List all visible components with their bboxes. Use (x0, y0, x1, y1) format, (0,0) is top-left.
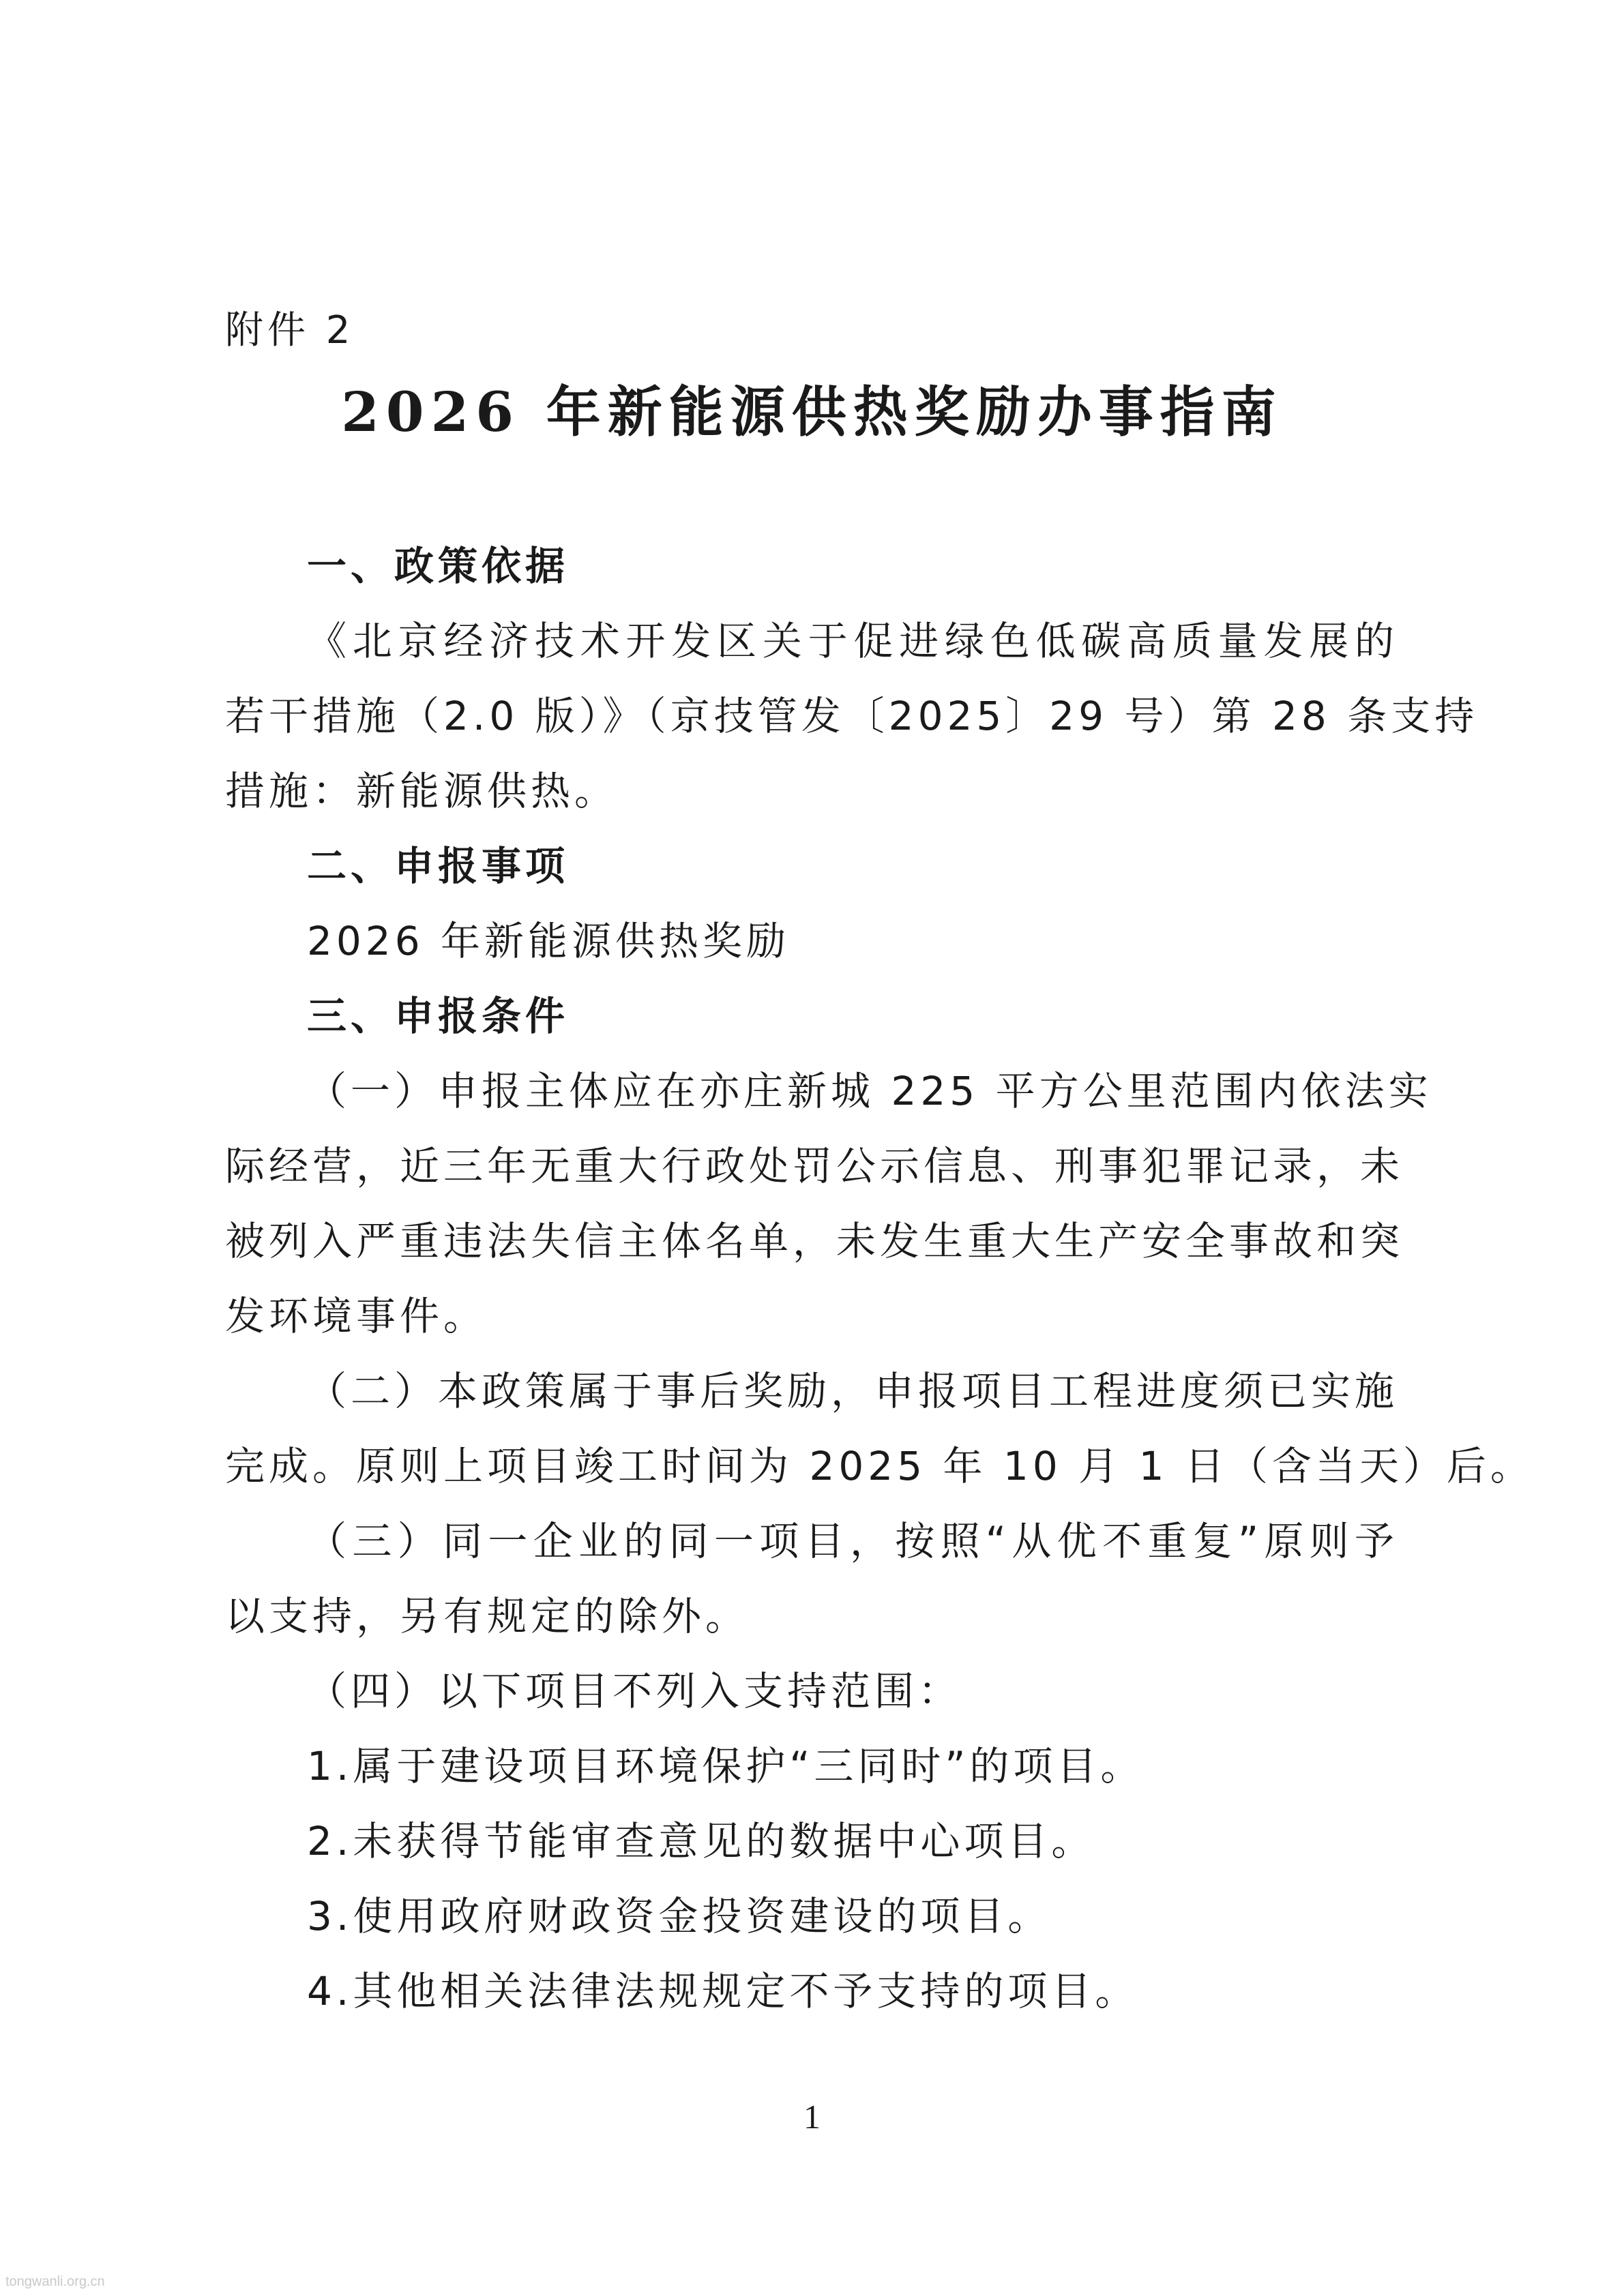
excluded-item: 3.使用政府财政资金投资建设的项目。 (307, 1893, 1052, 1939)
page-number: 1 (803, 2098, 821, 2136)
condition-1-line: 被列入严重违法失信主体名单，未发生重大生产安全事故和突 (225, 1218, 1404, 1264)
condition-2-line: （二）本政策属于事后奖励，申报项目工程进度须已实施 (307, 1368, 1399, 1414)
section-heading-application-conditions: 三、申报条件 (307, 993, 570, 1039)
application-item-text: 2026 年新能源供热奖励 (307, 918, 791, 964)
excluded-item: 2.未获得节能审查意见的数据中心项目。 (307, 1818, 1095, 1864)
condition-2-line: 完成。原则上项目竣工时间为 2025 年 10 月 1 日（含当天）后。 (225, 1443, 1534, 1489)
condition-1-line: 际经营，近三年无重大行政处罚公示信息、刑事犯罪记录，未 (225, 1143, 1404, 1189)
policy-basis-line: 若干措施（2.0 版）》（京技管发〔2025〕29 号）第 28 条支持 (225, 693, 1479, 739)
condition-3-line: 以支持，另有规定的除外。 (225, 1593, 750, 1639)
watermark: tongwanli.org.cn (5, 2274, 105, 2289)
attachment-label: 附件 2 (225, 308, 355, 353)
document-title: 2026 年新能源供热奖励办事指南 (341, 380, 1283, 444)
condition-4-intro: （四）以下项目不列入支持范围： (307, 1668, 962, 1714)
policy-basis-line: 措施：新能源供热。 (225, 768, 619, 814)
excluded-item: 1.属于建设项目环境保护“三同时”的项目。 (307, 1743, 1145, 1789)
section-heading-policy-basis: 一、政策依据 (307, 543, 570, 589)
condition-3-line: （三）同一企业的同一项目，按照“从优不重复”原则予 (307, 1518, 1398, 1564)
policy-basis-line: 《北京经济技术开发区关于促进绿色低碳高质量发展的 (307, 618, 1398, 664)
condition-1-line: 发环境事件。 (225, 1293, 488, 1339)
condition-1-line: （一）申报主体应在亦庄新城 225 平方公里范围内依法实 (307, 1068, 1432, 1114)
excluded-item: 4.其他相关法律法规规定不予支持的项目。 (307, 1968, 1139, 2014)
section-heading-application-item: 二、申报事项 (307, 843, 570, 889)
